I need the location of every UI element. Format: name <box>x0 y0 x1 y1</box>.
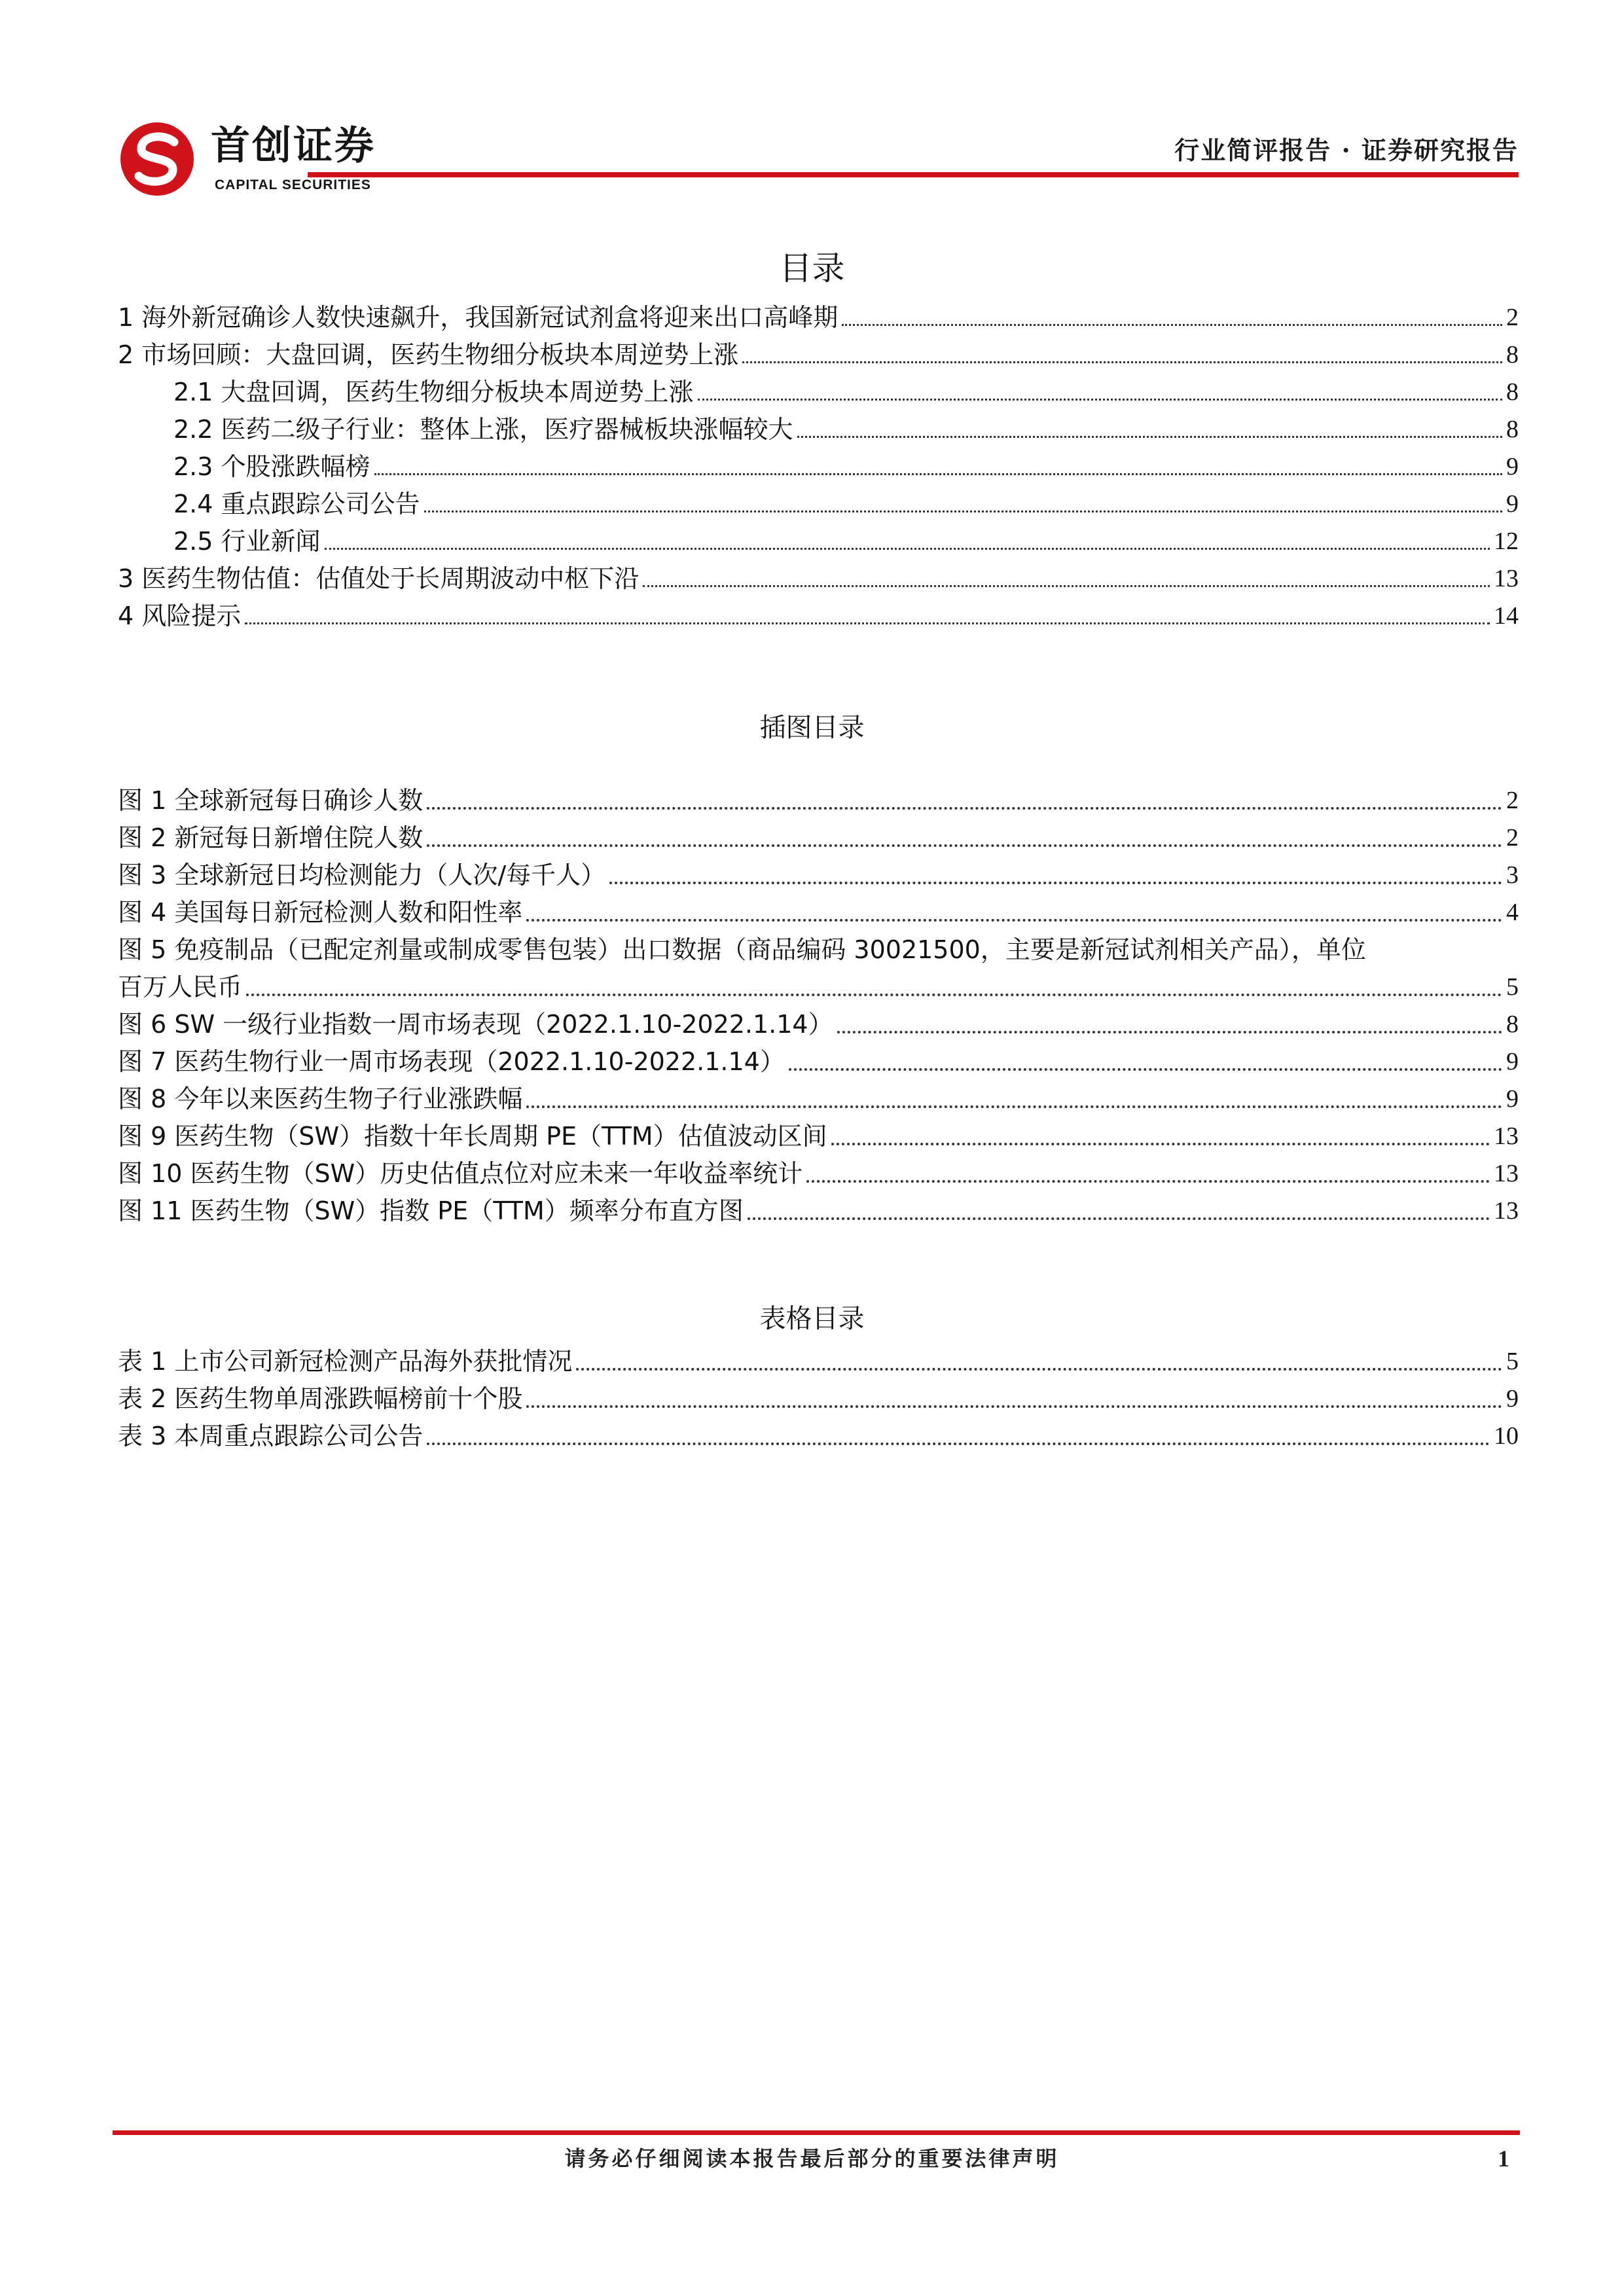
toc-item-label: 2.4 重点跟踪公司公告 <box>173 490 420 518</box>
figure-item-11[interactable] <box>118 1194 1519 1227</box>
table-item-label: 表 1 上市公司新冠检测产品海外获批情况 <box>118 1347 573 1376</box>
figure-item-label: 图 3 全球新冠日均检测能力（人次/每千人） <box>118 861 606 889</box>
tables-list-title: 表格目录 <box>759 1304 865 1334</box>
company-name-cn: 首创证券 <box>211 123 376 169</box>
figure-item-page: 9 <box>1506 1085 1519 1113</box>
toc-item-page: 2 <box>1506 304 1519 331</box>
figure-item-label: 图 1 全球新冠每日确诊人数 <box>118 786 424 815</box>
figure-item-label: 图 10 医药生物（SW）历史估值点位对应未来一年收益率统计 <box>118 1159 803 1188</box>
table-item-page: 10 <box>1494 1422 1519 1450</box>
dot-leader <box>526 1405 1502 1408</box>
toc-item-2-1[interactable] <box>173 376 1519 408</box>
toc-item-2-3[interactable] <box>173 450 1519 483</box>
dot-leader <box>789 1068 1502 1071</box>
figure-item-page: 13 <box>1494 1197 1519 1225</box>
figure-item-9[interactable] <box>118 1120 1519 1153</box>
dot-leader <box>246 994 1502 996</box>
figure-item-4[interactable] <box>118 896 1519 929</box>
toc-item-label: 2.2 医药二级子行业：整体上涨，医疗器械板块涨幅较大 <box>173 415 793 444</box>
dot-leader <box>806 1180 1490 1183</box>
figure-item-label: 图 6 SW 一级行业指数一周市场表现（2022.1.10-2022.1.14） <box>118 1010 833 1039</box>
figure-item-label: 图 11 医药生物（SW）指数 PE（TTM）频率分布直方图 <box>118 1196 744 1225</box>
page-header <box>118 115 1519 206</box>
toc-item-page: 12 <box>1494 528 1519 555</box>
figure-item-label: 图 7 医药生物行业一周市场表现（2022.1.10-2022.1.14） <box>118 1047 785 1076</box>
toc-item-label: 2.5 行业新闻 <box>173 527 321 556</box>
header-divider <box>308 172 1519 177</box>
dot-leader <box>837 1031 1502 1033</box>
dot-leader <box>643 585 1490 587</box>
figure-item-page: 9 <box>1506 1048 1519 1075</box>
toc-item-page: 9 <box>1506 490 1519 518</box>
figure-item-8[interactable] <box>118 1083 1519 1115</box>
dot-leader <box>424 511 1502 512</box>
dot-leader <box>427 807 1502 810</box>
figure-item-6[interactable] <box>118 1008 1519 1041</box>
dot-leader <box>374 473 1502 475</box>
figure-item-page: 13 <box>1494 1160 1519 1187</box>
figure-item-5-cont[interactable] <box>118 971 1519 1003</box>
toc-item-1[interactable] <box>118 301 1519 334</box>
dot-leader <box>748 1217 1490 1220</box>
toc-title: 目录 <box>779 249 845 287</box>
toc-item-page: 13 <box>1494 565 1519 592</box>
dot-leader <box>526 1105 1502 1108</box>
dot-leader <box>609 882 1502 884</box>
figure-item-label: 图 2 新冠每日新增住院人数 <box>118 823 424 852</box>
figure-item-page: 2 <box>1506 824 1519 852</box>
report-type: 行业简评报告 · 证券研究报告 <box>1174 135 1519 165</box>
dot-leader <box>698 399 1502 401</box>
toc-item-4[interactable] <box>118 600 1519 632</box>
figure-item-page: 5 <box>1506 973 1519 1001</box>
dot-leader <box>797 436 1502 438</box>
company-name-en: CAPITAL SECURITIES <box>215 177 371 192</box>
figure-item-page: 8 <box>1506 1011 1519 1038</box>
figure-item-label: 图 8 今年以来医药生物子行业涨跌幅 <box>118 1085 523 1113</box>
toc-item-2-2[interactable] <box>173 413 1519 446</box>
toc-item-page: 8 <box>1506 341 1519 368</box>
page-number: 1 <box>1498 2145 1509 2172</box>
legal-disclaimer: 请务必仔细阅读本报告最后部分的重要法律声明 <box>564 2146 1060 2171</box>
dot-leader <box>742 361 1502 363</box>
toc-item-label: 2.1 大盘回调，医药生物细分板块本周逆势上涨 <box>173 378 694 406</box>
dot-leader <box>245 622 1490 624</box>
figure-item-7[interactable] <box>118 1045 1519 1078</box>
toc-item-label: 3 医药生物估值：估值处于长周期波动中枢下沿 <box>118 564 640 593</box>
figure-item-page: 2 <box>1506 787 1519 814</box>
table-item-1[interactable] <box>118 1345 1519 1378</box>
toc-item-3[interactable] <box>118 562 1519 595</box>
figure-item-label: 图 9 医药生物（SW）指数十年长周期 PE（TTM）估值波动区间 <box>118 1122 827 1151</box>
toc-item-label: 2 市场回顾：大盘回调，医药生物细分板块本周逆势上涨 <box>118 340 739 369</box>
toc-item-page: 14 <box>1494 602 1519 630</box>
dot-leader <box>576 1368 1502 1371</box>
table-item-page: 9 <box>1506 1385 1519 1412</box>
dot-leader <box>427 1443 1490 1445</box>
dot-leader <box>427 844 1502 847</box>
table-item-3[interactable] <box>118 1420 1519 1452</box>
figure-item-label-cont: 百万人民币 <box>118 973 243 1001</box>
toc-item-2-4[interactable] <box>173 488 1519 520</box>
toc-item-2-5[interactable] <box>173 525 1519 558</box>
table-item-2[interactable] <box>118 1382 1519 1415</box>
dot-leader <box>325 548 1490 550</box>
figures-list-title: 插图目录 <box>759 713 865 743</box>
toc-item-label: 1 海外新冠确诊人数快速飙升，我国新冠试剂盒将迎来出口高峰期 <box>118 303 839 332</box>
capital-securities-logo-icon <box>118 120 196 198</box>
toc-item-2[interactable] <box>118 338 1519 371</box>
figure-item-page: 4 <box>1506 899 1519 926</box>
table-item-page: 5 <box>1506 1348 1519 1375</box>
figure-item-label: 图 4 美国每日新冠检测人数和阳性率 <box>118 898 523 927</box>
figure-item-1[interactable] <box>118 784 1519 817</box>
toc-item-page: 8 <box>1506 416 1519 443</box>
figure-item-page: 3 <box>1506 861 1519 889</box>
table-item-label: 表 2 医药生物单周涨跌幅榜前十个股 <box>118 1384 523 1413</box>
figure-item-2[interactable] <box>118 821 1519 854</box>
figure-item-page: 13 <box>1494 1122 1519 1150</box>
dot-leader <box>842 324 1502 326</box>
toc-item-label: 2.3 个股涨跌幅榜 <box>173 452 370 481</box>
dot-leader <box>831 1143 1490 1145</box>
figure-item-10[interactable] <box>118 1157 1519 1190</box>
toc-item-label: 4 风险提示 <box>118 601 242 630</box>
toc-item-page: 9 <box>1506 453 1519 480</box>
footer-divider <box>113 2130 1520 2135</box>
table-item-label: 表 3 本周重点跟踪公司公告 <box>118 1422 424 1450</box>
figure-item-5[interactable] <box>118 933 1519 966</box>
figure-item-label: 图 5 免疫制品（已配定剂量或制成零售包装）出口数据（商品编码 30021500，主要是新冠试剂相关产品），单位 <box>118 935 1366 964</box>
dot-leader <box>526 919 1502 922</box>
toc-item-page: 8 <box>1506 378 1519 406</box>
figure-item-3[interactable] <box>118 859 1519 891</box>
